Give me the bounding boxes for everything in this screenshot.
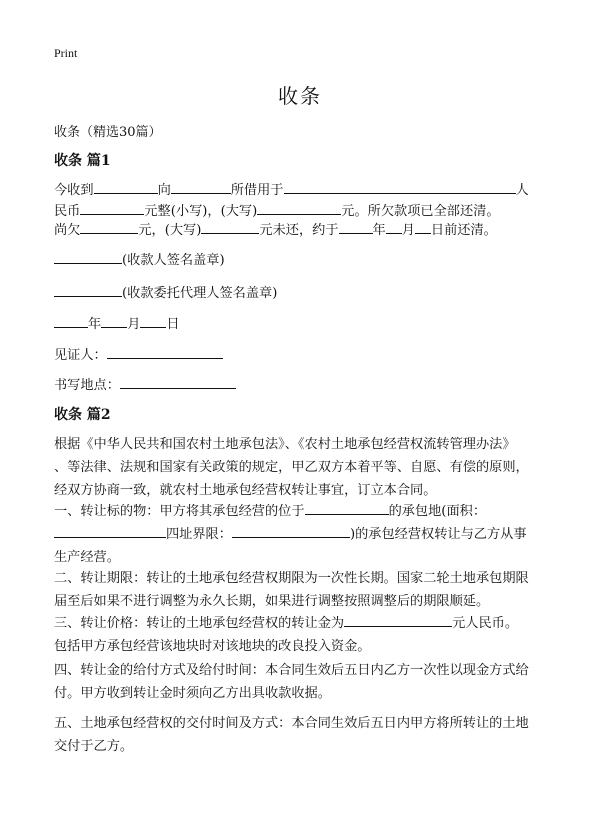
blank-field[interactable]: [80, 220, 138, 234]
signature-blank[interactable]: [54, 250, 122, 264]
section-heading-2: 收条 篇2: [54, 407, 111, 423]
place-blank[interactable]: [120, 375, 236, 389]
page-title: 收条: [278, 84, 322, 108]
price-blank[interactable]: [344, 613, 452, 627]
boundary-blank[interactable]: [232, 524, 350, 538]
blank-field[interactable]: [415, 220, 431, 234]
print-link[interactable]: Print: [54, 46, 78, 60]
witness-blank[interactable]: [107, 345, 223, 359]
clause-4: 四、转让金的给付方式及给付时间：本合同生效后五日内乙方一次性以现金方式给 付。甲方收到转让金时须向乙方出具收款收据。: [54, 663, 529, 701]
document-subtitle: 收条（精选30篇）: [54, 125, 162, 140]
blank-field[interactable]: [94, 180, 158, 194]
witness-line: 见证人：: [54, 345, 223, 365]
section-heading-1: 收条 篇1: [54, 153, 111, 169]
receipt-line-3: 尚欠 元，(大写) 元未还，约于 年 月 日前还清。: [54, 220, 497, 240]
year-blank[interactable]: [54, 314, 88, 328]
day-blank[interactable]: [140, 314, 166, 328]
blank-field[interactable]: [257, 201, 341, 215]
area-blank[interactable]: [54, 524, 166, 538]
clause-5: 五、土地承包经营权的交付时间及方式：本合同生效后五日内甲方将所转让的土地 交付于乙方。: [54, 716, 529, 754]
blank-field[interactable]: [201, 220, 259, 234]
date-line: 年 月 日: [54, 314, 180, 334]
agent-signature-line: (收款委托代理人签名盖章): [54, 283, 277, 303]
intro-paragraph: 根据《中华人民共和国农村土地承包法》、《农村土地承包经营权流转管理办法》 、等法律、法规和国家有关政策的规定，甲乙双方本着平等、自愿、有偿的原则， 经双方协商一致，就农村土地承包经营权转让事宜，订立本合同。: [54, 437, 529, 498]
blank-field[interactable]: [80, 201, 144, 215]
blank-field[interactable]: [284, 180, 516, 194]
clause-3: 三、转让价格：转让的土地承包经营权的转让金为 元人民币。 包括甲方承包经营该地块时对该地块的改良投入资金。: [54, 612, 554, 658]
signature-blank[interactable]: [54, 283, 122, 297]
blank-field[interactable]: [171, 180, 231, 194]
month-blank[interactable]: [101, 314, 127, 328]
blank-field[interactable]: [386, 220, 402, 234]
writing-place-line: 书写地点：: [54, 375, 236, 395]
receipt-line-1: 今收到 向 所借用于 人: [54, 180, 529, 200]
receipt-line-2: 民币 元整(小写)，(大写) 元。所欠款项已全部还清。: [54, 201, 500, 221]
payee-signature-line: (收款人签名盖章): [54, 250, 225, 270]
location-blank[interactable]: [305, 501, 389, 515]
blank-field[interactable]: [339, 220, 373, 234]
clause-1: 一、转让标的物：甲方将其承包经营的位于 的承包地(面积： 四址界限： )的承包经营权转让与乙方从事 生产经营。: [54, 500, 554, 569]
clause-2: 二、转让期限：转让的土地承包经营权期限为一次性长期。国家二轮土地承包期限 届至后如果不进行调整为永久长期，如果进行调整按照调整后的期限顺延。: [54, 571, 529, 609]
